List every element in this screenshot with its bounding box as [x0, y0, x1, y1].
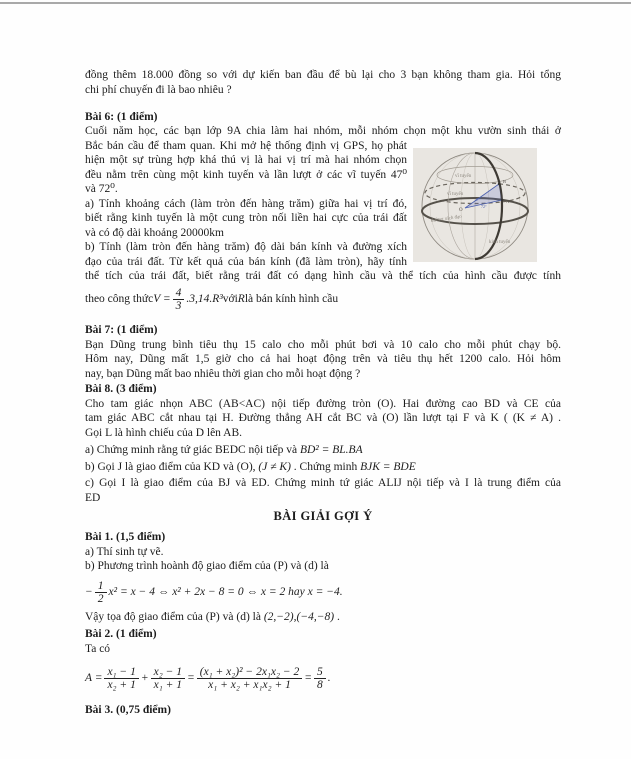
math-segment: =: [304, 672, 313, 684]
bai7-heading: Bài 7: (1 điểm): [85, 324, 158, 336]
math-segment: (2,−2),(−4,−8): [263, 611, 335, 623]
text-line: c) Gọi I là giao điểm của BJ và ED. Chứng minh tứ giác ALIJ nội tiếp và I là trung điểm của: [85, 477, 561, 489]
fraction: $\frac{\text{x₁ − 1}}{\text{x₂ + 1}}$: [104, 666, 138, 691]
solution-bai3: [85, 703, 561, 718]
text-line: Ta có: [85, 642, 111, 655]
fraction: $\frac{\text{(x₁ + x₂)² − 2x₁x₂ − 2}}{\text{x₁ + x₂ + x₁x₂ + 1}}$: [197, 666, 303, 691]
text-line: Gọi L là hình chiếu của D lên AB.: [85, 426, 243, 439]
text-line: hiện một sự trùng hợp khá thú vị là hai vị trí mà hai nhóm chọn: [85, 154, 407, 166]
text-line: nay, bạn Dũng mất bao nhiêu thời gian cho mỗi hoạt động ?: [85, 367, 361, 380]
text-line: b) Tính (làm tròn đến hàng trăm) độ dài bán kính và đường xích: [85, 241, 407, 253]
bai2-heading: Bài 2. (1 điểm): [85, 628, 157, 640]
math-segment: −: [85, 586, 93, 598]
text-line: đều nằm trên cùng một kinh tuyến và lần lượt ở các vĩ tuyến 47⁰: [85, 168, 407, 181]
text-line: Bạn Dũng trung bình tiêu thụ 15 calo cho mỗi phút bơi và 10 calo cho mỗi phút chạy bộ.: [85, 338, 561, 351]
bai8-item-a: [85, 442, 561, 459]
globe-angle2-label: 72°: [481, 204, 487, 209]
text-line: a) Thí sinh tự vẽ.: [85, 545, 164, 558]
text-line: Cuối năm học, các bạn lớp 9A chia làm hai nhóm, mỗi nhóm chọn một khu vườn sinh thái ở: [85, 125, 561, 137]
text-line: chi phí chuyến đi là bao nhiêu ?: [85, 83, 232, 96]
math-segment: +: [140, 672, 149, 684]
bai6-volume-formula: [85, 283, 561, 315]
bai8-item-b: [85, 459, 561, 476]
globe-pointA-label: A: [506, 199, 510, 204]
globe-sphere-diagram: [413, 148, 537, 262]
solution-bai1: [85, 530, 561, 574]
math-segment: =: [186, 672, 195, 684]
bai1-conclusion: [85, 609, 561, 625]
globe-center-label: O: [459, 208, 463, 213]
text-line: đạo của trái đất. Từ kết quả của bán kính (đã làm tròn), hãy tính: [85, 255, 407, 268]
globe-figure: [413, 148, 537, 262]
text-line: tam giác ABC cắt nhau tại H. Đường thẳng AH cắt BC và (O) lần lượt tại F và K ( (K ≠ A) .: [85, 412, 561, 424]
math-segment: BD² = BL.BA: [299, 444, 363, 456]
text-line: ED: [85, 491, 101, 504]
bai7-section: [85, 323, 561, 381]
text-segment: . Chứng minh: [290, 461, 361, 473]
formula-text: là bán kính hình cầu: [244, 293, 339, 305]
globe-pointB-label: B: [503, 179, 507, 184]
globe-meridian-label: kinh tuyến: [489, 240, 511, 245]
bai8-section: [85, 382, 561, 440]
globe-latitude1-label: vĩ tuyến: [455, 174, 472, 179]
bai6-heading: Bài 6: (1 điểm): [85, 111, 158, 123]
math-segment: (J ≠ K): [258, 461, 291, 473]
math-segment: .: [327, 672, 331, 684]
bai2-equation: [85, 656, 561, 700]
formula-var: R: [237, 293, 245, 305]
text-line: biết rằng kinh tuyến là một cung tròn nối liền hai cực của trái đất: [85, 212, 407, 224]
bai8-heading: Bài 8. (3 điểm): [85, 383, 157, 395]
fraction: $\frac{1}{2}$: [95, 580, 107, 605]
fraction: $\frac{4}{3}$: [173, 287, 185, 312]
text-line: b) Phương trình hoành độ giao điểm của (P) và (d) là: [85, 560, 329, 572]
math-segment: BJK = BDE: [360, 461, 416, 473]
fraction: $\frac{\text{x₂ − 1}}{\text{x₁ + 1}}$: [151, 666, 185, 691]
text-line: và có độ dài khoảng 20000km: [85, 226, 224, 239]
math-segment: A =: [85, 672, 103, 684]
bai3-heading: Bài 3. (0,75 điểm): [85, 704, 171, 716]
bai1-heading: Bài 1. (1,5 điểm): [85, 531, 166, 543]
formula-var: V =: [153, 293, 171, 305]
formula-text: theo công thức: [85, 293, 154, 305]
text-line: Bắc bán cầu để tham quan. Khi mở hệ thống định vị GPS, họ phát: [85, 139, 407, 152]
bai1-equation: [85, 575, 561, 609]
top-border-line: [0, 2, 631, 4]
text-line: Hôm nay, Dũng mất 1,5 giờ cho cả hai hoạt động trên và tiêu thụ hết 1200 calo. Hỏi hôm: [85, 353, 561, 365]
solutions-title: BÀI GIẢI GỢI Ý: [273, 509, 373, 523]
globe-equator-label: đường xích đạo: [430, 214, 463, 224]
text-line: a) Tính khoảng cách (làm tròn đến hàng trăm) giữa hai vị trí đó,: [85, 197, 407, 210]
formula-tail: .3,14.R³: [186, 293, 223, 305]
formula-text: với: [222, 293, 238, 305]
fraction: $\frac{5}{8}$: [314, 666, 326, 691]
text-line: đồng thêm 18.000 đồng so với dự kiến ban đầu để bù lại cho 3 bạn không tham gia. Hỏi tổng: [85, 69, 561, 81]
text-segment: .: [334, 611, 340, 623]
globe-angle1-label: 47°: [475, 197, 481, 202]
intro-paragraph: [85, 68, 561, 97]
bai8-item-c: [85, 476, 561, 505]
text-line: thể tích của trái đất, biết rằng trái đất có dạng hình cầu và thể tích của hình cầu được tính: [85, 270, 561, 282]
text-line: Cho tam giác nhọn ABC (AB<AC) nội tiếp đường tròn (O). Hai đường cao BD và CE của: [85, 397, 561, 410]
text-line: và 72⁰.: [85, 183, 118, 195]
text-segment: Vậy tọa độ giao điểm của (P) và (d) là: [85, 611, 264, 623]
solution-bai2: [85, 627, 561, 656]
globe-latitude2-label: vĩ tuyến: [447, 192, 464, 197]
text-segment: b) Gọi J là giao điểm của KD và (O),: [85, 461, 259, 473]
text-segment: a) Chứng minh rằng tứ giác BEDC nội tiếp và: [85, 444, 300, 456]
math-segment: x² = x − 4 ⇔ x² + 2x − 8 = 0 ⇔ x = 2 hay x = −4.: [108, 586, 343, 598]
